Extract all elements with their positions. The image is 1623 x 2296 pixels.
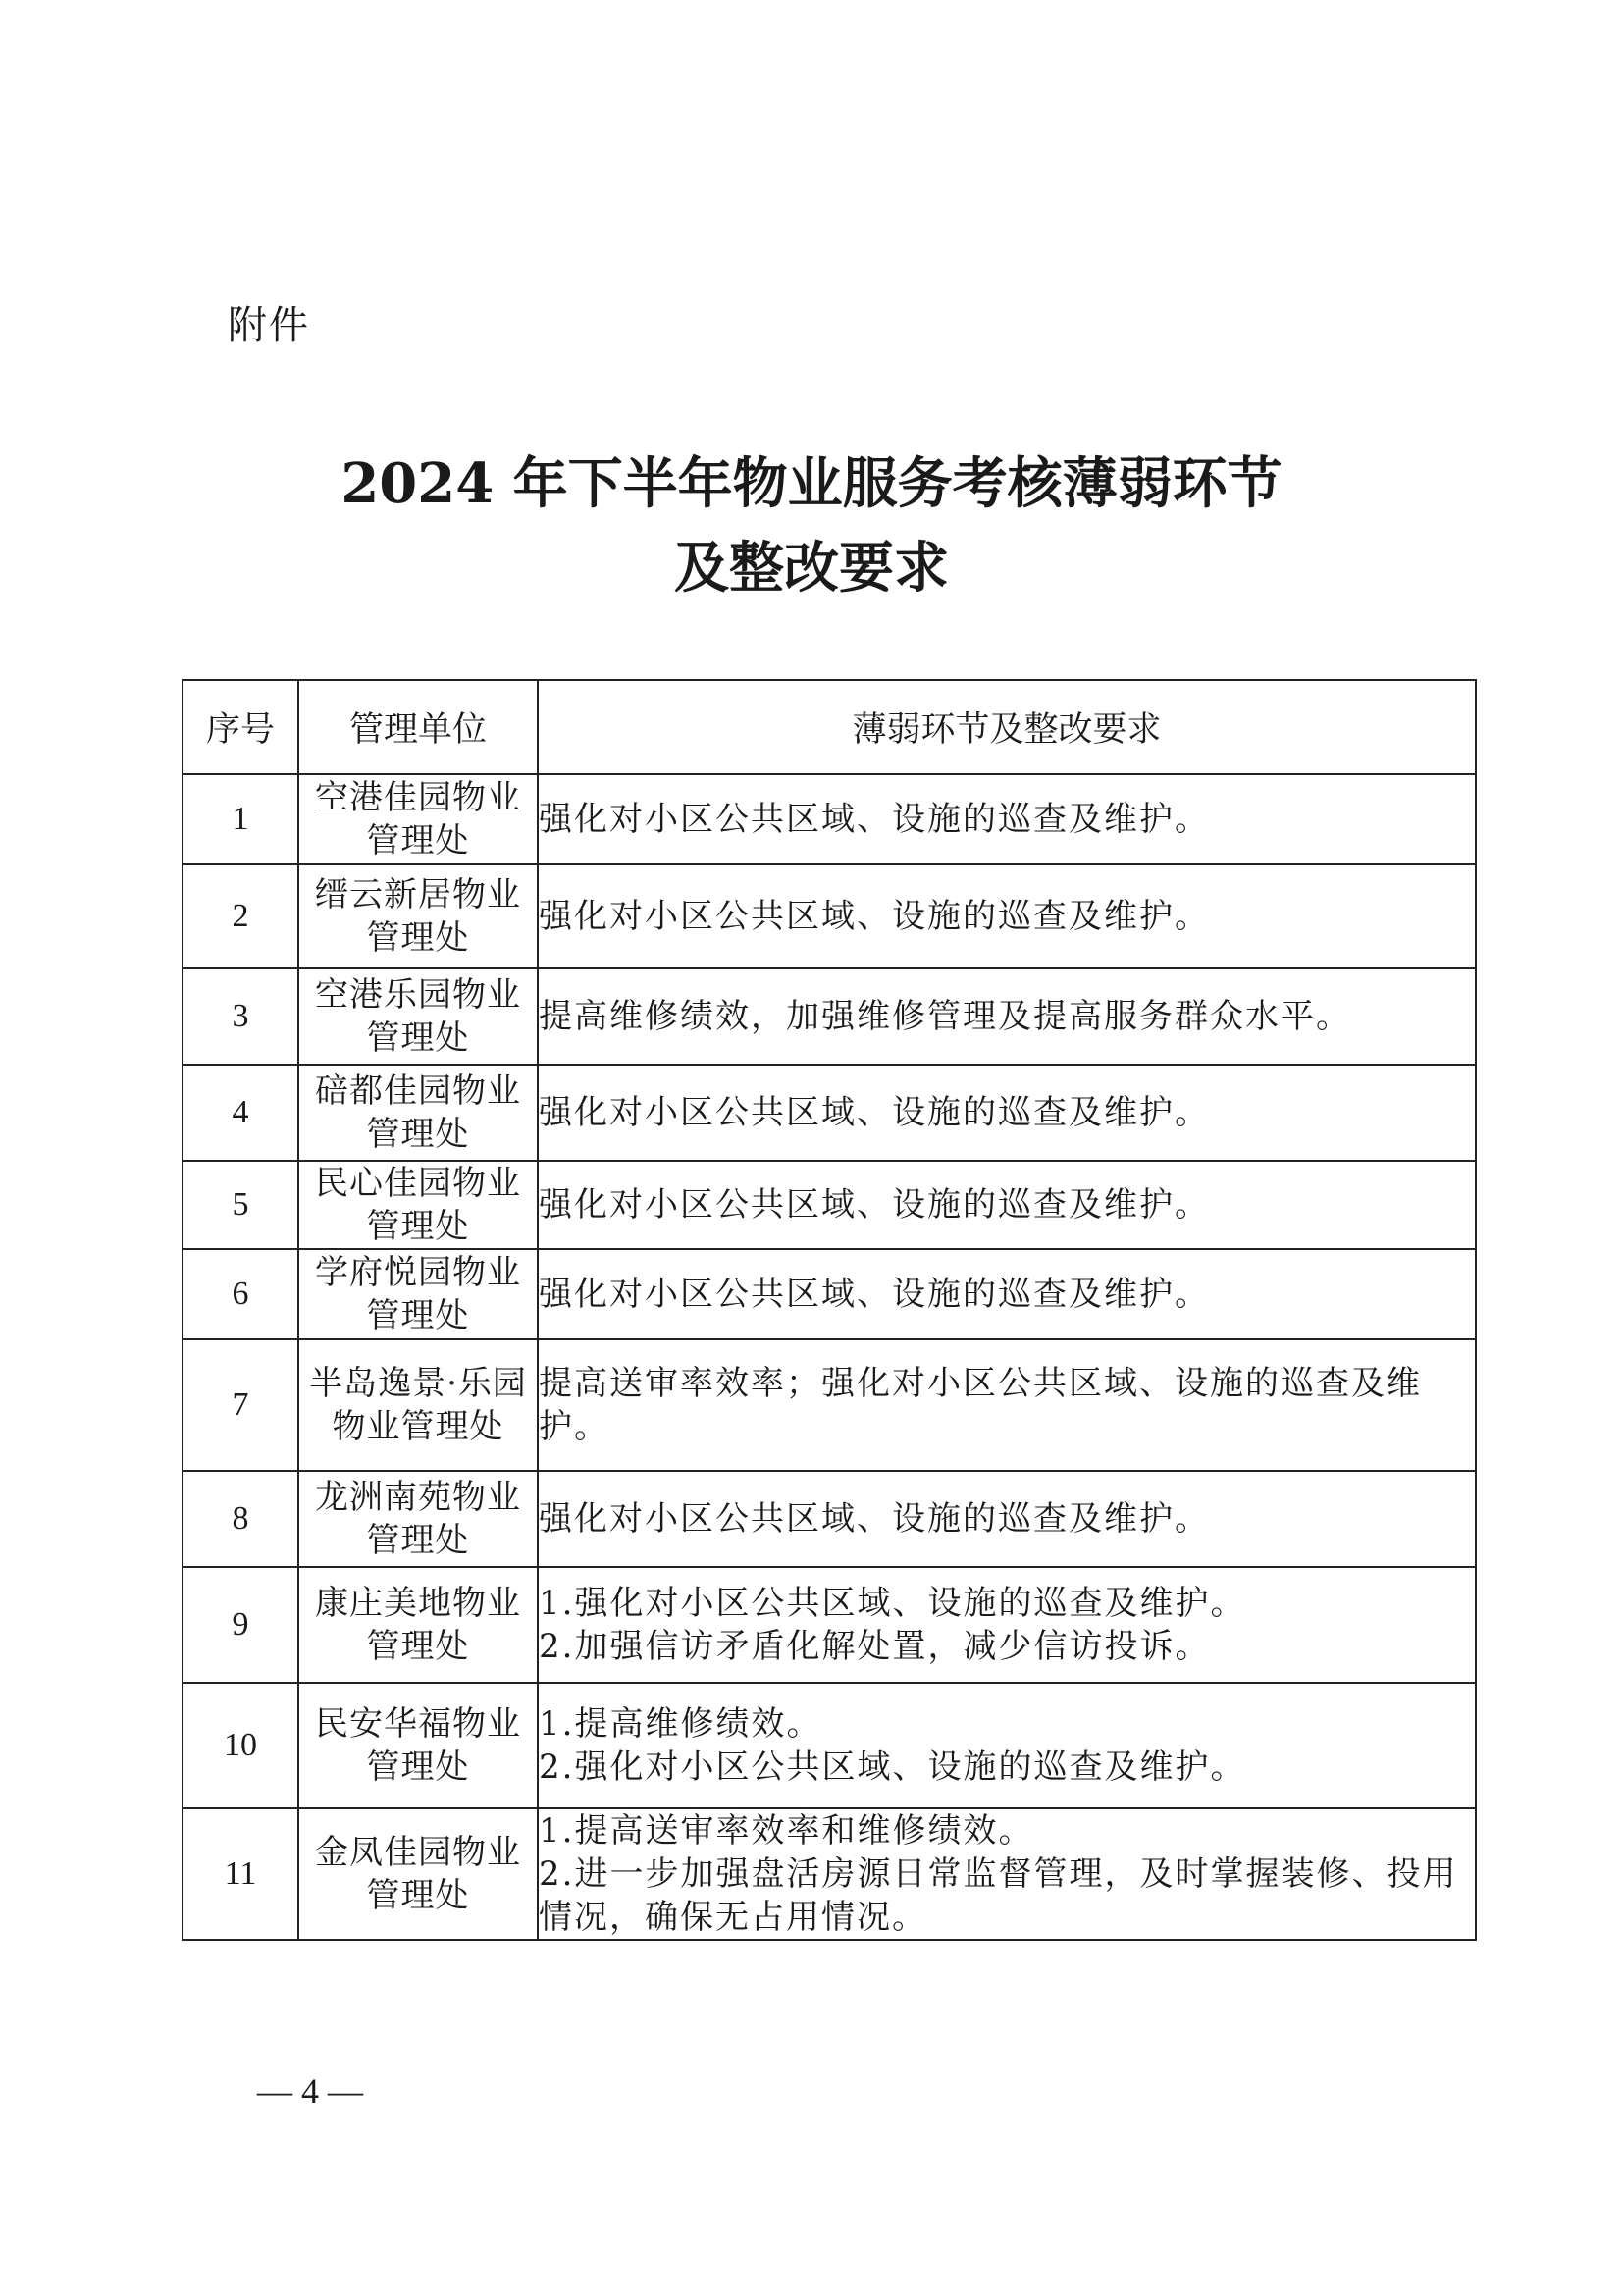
row-unit: 空港乐园物业管理处: [298, 968, 538, 1065]
row-seq: 9: [183, 1567, 298, 1683]
row-requirements: [538, 968, 1476, 1065]
requirement-line: 强化对小区公共区域、设施的巡查及维护。: [539, 1499, 1210, 1539]
header-requirements: 薄弱环节及整改要求: [538, 680, 1476, 774]
row-seq: 8: [183, 1471, 298, 1567]
requirement-line: 强化对小区公共区域、设施的巡查及维护。: [539, 800, 1210, 839]
assessment-table: [182, 679, 1477, 1941]
requirement-line: 2.加强信访矛盾化解处置，减少信访投诉。: [539, 1627, 1211, 1666]
requirement-line: 提高维修绩效，加强维修管理及提高服务群众水平。: [539, 997, 1351, 1036]
table-row: [183, 1471, 1476, 1567]
row-unit: 龙洲南苑物业管理处: [298, 1471, 538, 1567]
row-requirements: [538, 1249, 1476, 1339]
row-seq: 1: [183, 774, 298, 864]
row-unit: 金凤佳园物业管理处: [298, 1808, 538, 1940]
row-seq: 10: [183, 1683, 298, 1808]
requirement-line: 1.提高维修绩效。: [539, 1704, 822, 1744]
row-unit: 康庄美地物业管理处: [298, 1567, 538, 1683]
header-seq: 序号: [183, 680, 298, 774]
table-row: [183, 1567, 1476, 1683]
title-line-1: 2024 年下半年物业服务考核薄弱环节: [340, 451, 1283, 516]
attachment-label: 附件: [228, 303, 310, 348]
requirement-line: 2.强化对小区公共区域、设施的巡查及维护。: [539, 1748, 1246, 1787]
row-seq: 2: [183, 864, 298, 968]
requirement-line: 强化对小区公共区域、设施的巡查及维护。: [539, 1185, 1210, 1225]
row-unit: 学府悦园物业管理处: [298, 1249, 538, 1339]
document-title: [0, 442, 1623, 610]
row-requirements: [538, 1567, 1476, 1683]
row-seq: 6: [183, 1249, 298, 1339]
row-unit: 缙云新居物业管理处: [298, 864, 538, 968]
row-seq: 3: [183, 968, 298, 1065]
row-unit: 半岛逸景·乐园物业管理处: [298, 1339, 538, 1471]
table-row: [183, 1065, 1476, 1161]
row-seq: 7: [183, 1339, 298, 1471]
table-row: [183, 1808, 1476, 1940]
title-line-2: 及整改要求: [674, 536, 949, 600]
table-row: [183, 1249, 1476, 1339]
table-row: [183, 864, 1476, 968]
requirement-line: 2.进一步加强盘活房源日常监督管理，及时掌握装修、投用情况，确保无占用情况。: [539, 1854, 1458, 1937]
row-seq: 4: [183, 1065, 298, 1161]
row-unit: 民心佳园物业管理处: [298, 1161, 538, 1249]
header-unit: 管理单位: [298, 680, 538, 774]
table-row: [183, 1683, 1476, 1808]
page-number: — 4 —: [257, 2071, 363, 2111]
row-requirements: [538, 1683, 1476, 1808]
row-seq: 11: [183, 1808, 298, 1940]
requirement-line: 1.强化对小区公共区域、设施的巡查及维护。: [539, 1584, 1246, 1623]
row-requirements: [538, 774, 1476, 864]
table-row: [183, 1339, 1476, 1471]
table-header-row: [183, 680, 1476, 774]
table-row: [183, 1161, 1476, 1249]
requirement-line: 强化对小区公共区域、设施的巡查及维护。: [539, 1093, 1210, 1132]
requirement-line: 强化对小区公共区域、设施的巡查及维护。: [539, 1275, 1210, 1314]
requirement-line: 强化对小区公共区域、设施的巡查及维护。: [539, 897, 1210, 936]
row-seq: 5: [183, 1161, 298, 1249]
row-requirements: [538, 864, 1476, 968]
row-requirements: [538, 1471, 1476, 1567]
requirement-line: 1.提高送审率效率和维修绩效。: [539, 1811, 1034, 1851]
row-requirements: [538, 1808, 1476, 1940]
row-unit: 民安华福物业管理处: [298, 1683, 538, 1808]
table-row: [183, 968, 1476, 1065]
row-requirements: [538, 1161, 1476, 1249]
row-requirements: [538, 1339, 1476, 1471]
row-unit: 空港佳园物业管理处: [298, 774, 538, 864]
row-requirements: [538, 1065, 1476, 1161]
requirement-line: 提高送审率效率；强化对小区公共区域、设施的巡查及维护。: [539, 1364, 1422, 1446]
table-row: [183, 774, 1476, 864]
row-unit: 碚都佳园物业管理处: [298, 1065, 538, 1161]
